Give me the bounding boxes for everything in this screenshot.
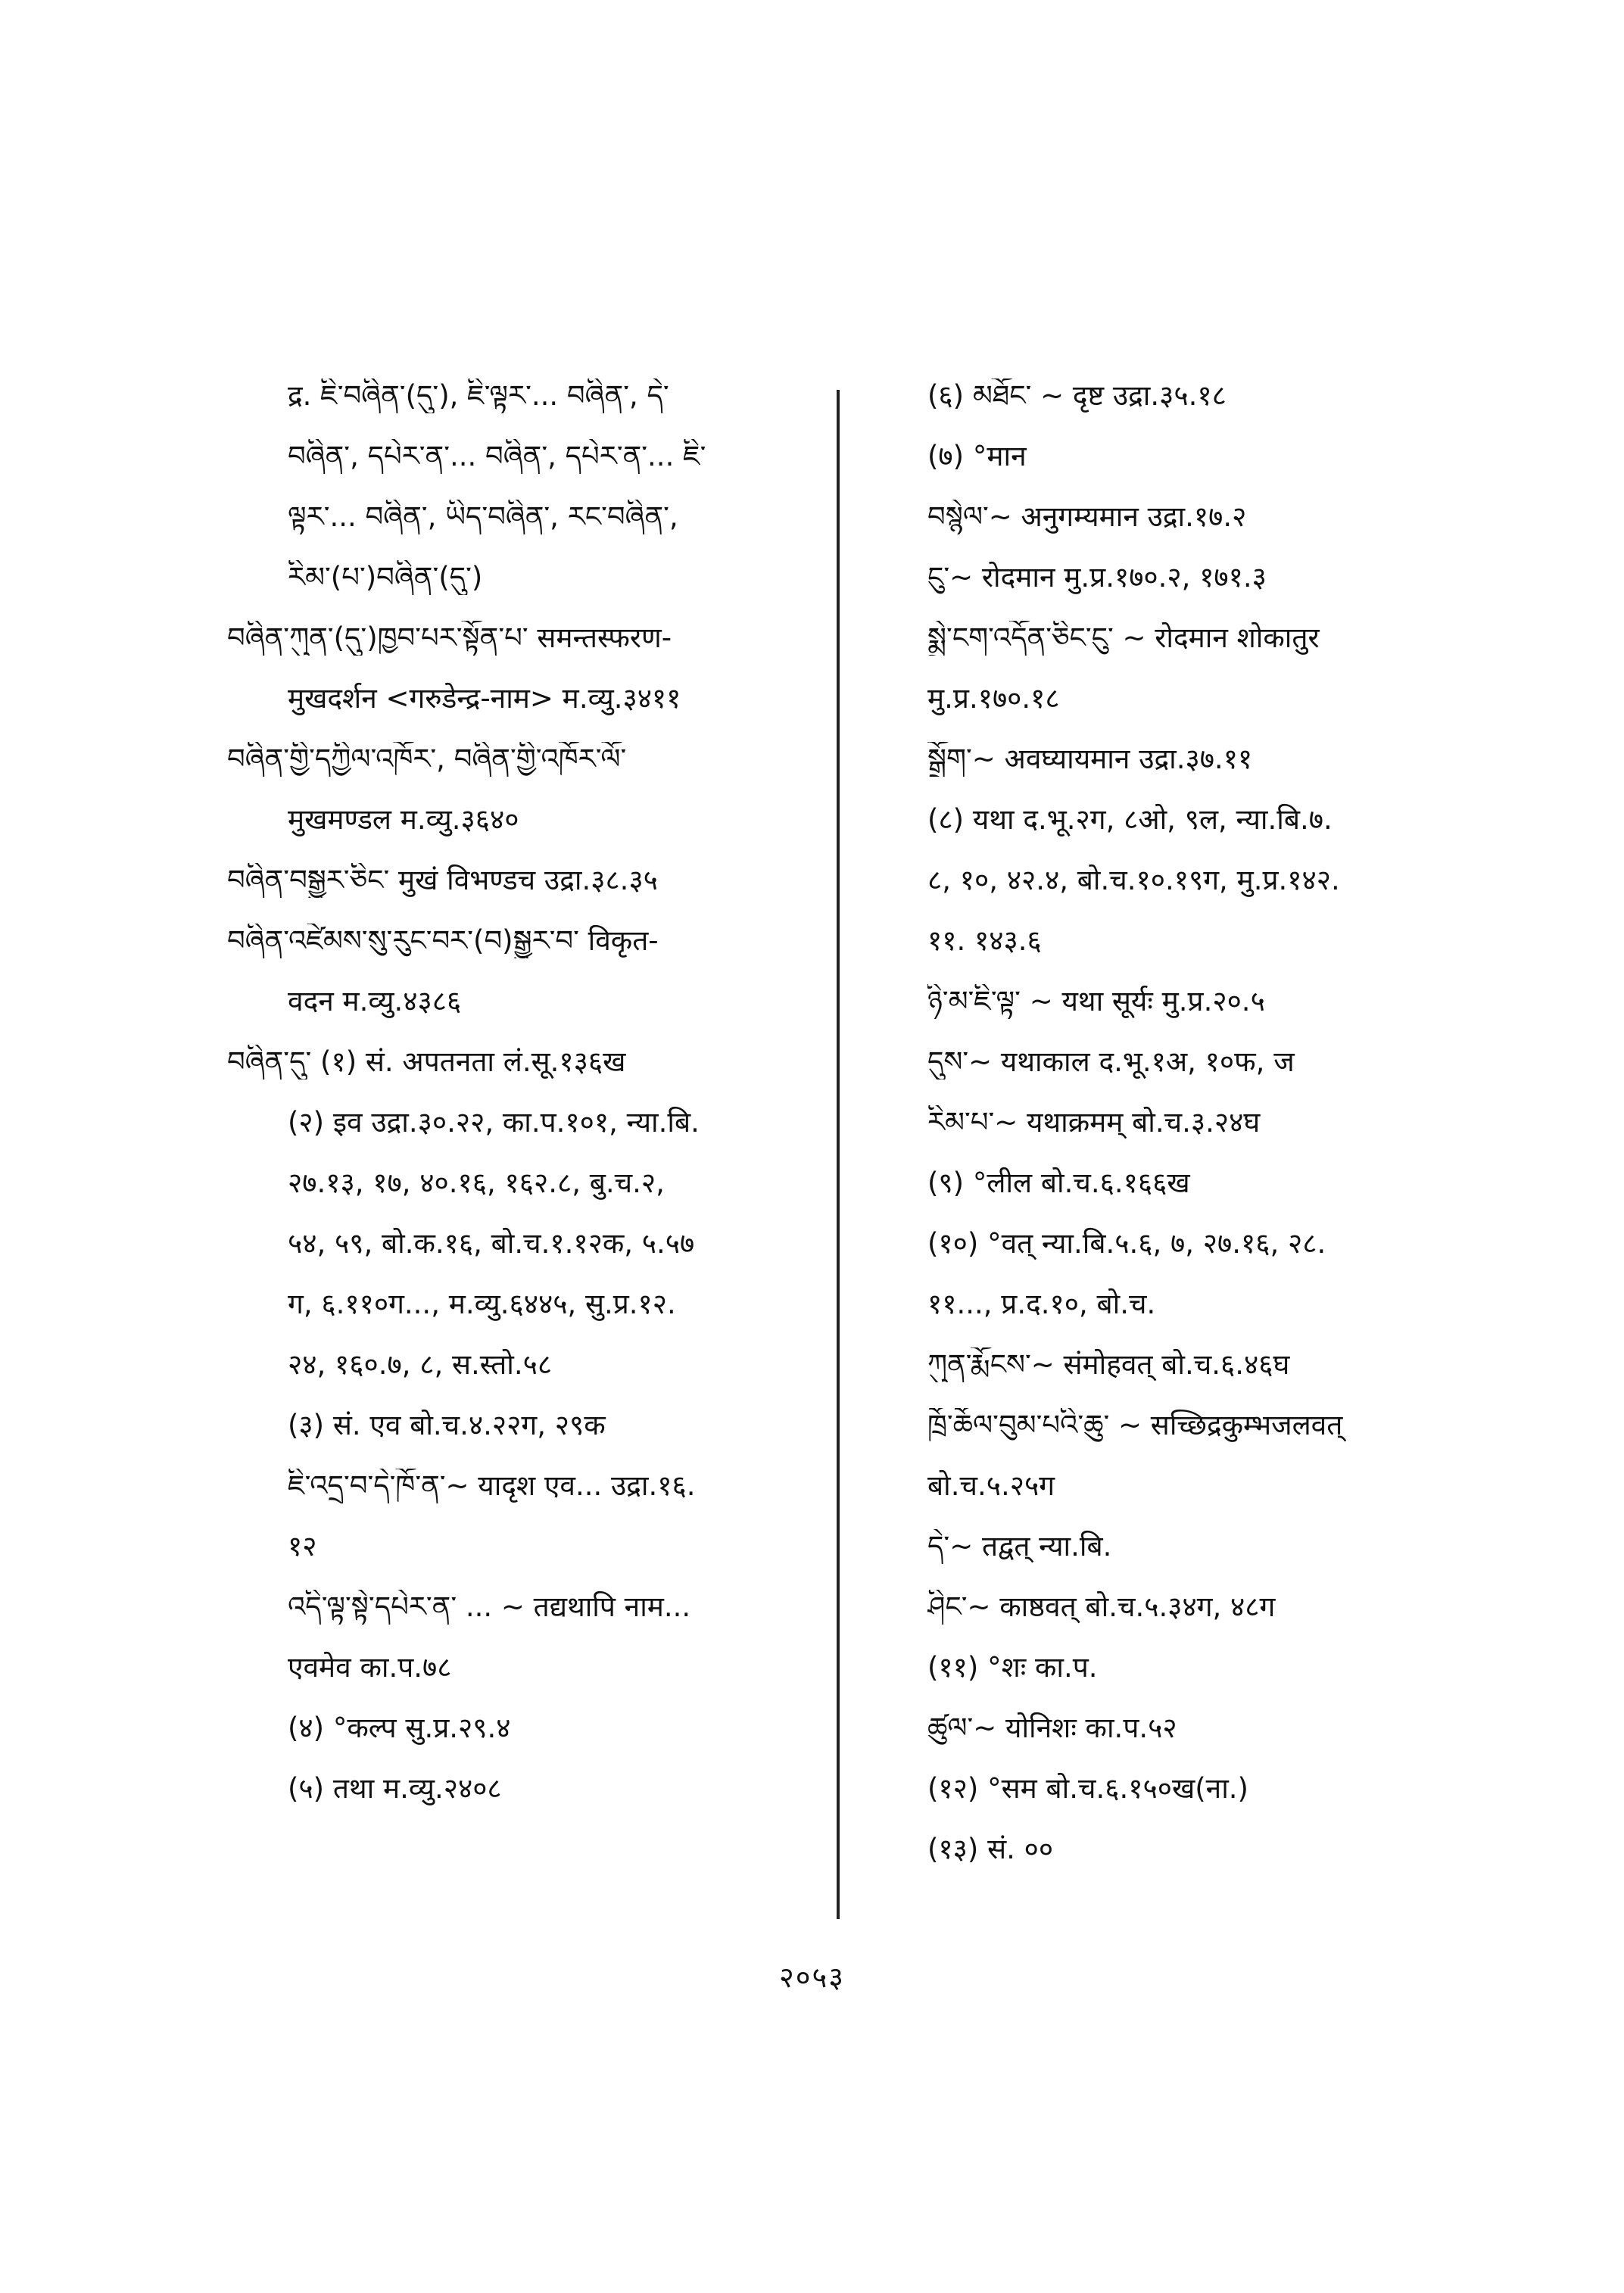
- dictionary-line: १२: [288, 1530, 317, 1562]
- dictionary-line: ཀུན་རྨོངས་~ संमोहवत् बो.च.६.४६घ: [927, 1348, 1290, 1381]
- dictionary-line: དེ་~ तद्वत् न्या.बि.: [927, 1530, 1112, 1562]
- dictionary-line: मुखमण्डल म.व्यु.३६४०: [288, 803, 519, 836]
- column-divider: [837, 390, 840, 1919]
- dictionary-line: मुखदर्शन <गरुडेन्द्र-नाम> म.व्यु.३४११: [288, 682, 681, 715]
- dictionary-line: (७) °मान: [927, 440, 1027, 472]
- dictionary-line: དུས་~ यथाकाल द.भू.१अ, १०फ, ज: [927, 1045, 1295, 1078]
- dictionary-line: བསྙེལ་~ अनुगम्यमान उद्रा.१७.२: [927, 500, 1247, 533]
- dictionary-line: मु.प्र.१७०.१८: [927, 682, 1060, 715]
- dictionary-line: བཞིན་འཛེམས་སུ་རུང་བར་(བ)སྒྱུར་བ་ विकृत-: [227, 924, 659, 957]
- dictionary-line: ११..., प्र.द.१०, बो.च.: [927, 1288, 1156, 1320]
- dictionary-line: २४, १६०.७, ८, स.स्तो.५८: [288, 1348, 553, 1381]
- dictionary-line: ལྟར་... བཞིན་, ཡིད་བཞིན་, རང་བཞིན་,: [288, 500, 678, 533]
- dictionary-line: རིམ་པ་~ यथाक्रमम् बो.च.३.२४घ: [927, 1106, 1261, 1139]
- dictionary-line: ग, ६.११०ग..., म.व्यु.६४४५, सु.प्र.१२.: [288, 1288, 676, 1320]
- dictionary-line: (४) °कल्प सु.प्र.२९.४: [288, 1712, 511, 1744]
- dictionary-line: ཉི་མ་ཇི་ལྟ་ ~ यथा सूर्यः मु.प्र.२०.५: [927, 985, 1265, 1017]
- dictionary-line: एवमेव का.प.७८: [288, 1651, 452, 1684]
- dictionary-line: बो.च.५.२५ग: [927, 1469, 1055, 1502]
- dictionary-line: བཞིན་གྱི་དཀྱིལ་འཁོར་, བཞིན་གྱི་འཁོར་ལོ་: [227, 743, 627, 775]
- dictionary-line: ५४, ५९, बो.क.१६, बो.च.१.१२क, ५.५७: [288, 1227, 695, 1260]
- dictionary-line: (१२) °सम बो.च.६.१५०ख(ना.): [927, 1772, 1248, 1805]
- dictionary-line: २७.१३, १७, ४०.१६, १६२.८, बु.च.२,: [288, 1167, 665, 1199]
- dictionary-line: བཞིན་, དཔེར་ན་... བཞིན་, དཔེར་ན་... ཇི་: [288, 440, 706, 472]
- dictionary-line: བཞིན་དུ་ (१) सं. अपतनता लं.सू.१३६ख: [227, 1045, 626, 1078]
- dictionary-line: ཇི་འདྲ་བ་དེ་ཁོ་ན་~ यादृश एव... उद्रा.१६.: [288, 1469, 696, 1502]
- dictionary-line: (२) इव उद्रा.३०.२२, का.प.१०१, न्या.बि.: [288, 1106, 700, 1139]
- dictionary-line: ཁྲོ་ཆོལ་བུམ་པའི་ཆུ་ ~ सच्छिद्रकुम्भजलवत्: [927, 1409, 1343, 1441]
- dictionary-line: द्र. ཇི་བཞིན་(དུ་), ཇི་ལྟར་... བཞིན་, དེ་: [288, 379, 669, 412]
- right-column: [927, 379, 1503, 1893]
- dictionary-line: (१३) सं. ००: [927, 1833, 1054, 1865]
- dictionary-line: རིམ་(པ་)བཞིན་(དུ་): [288, 561, 483, 594]
- left-column: [227, 379, 825, 1832]
- dictionary-line: བཞིན་བསྒྱུར་ཅིང་ मुखं विभण्डच उद्रा.३८.३५: [227, 864, 658, 896]
- dictionary-line: वदन म.व्यु.४३८६: [288, 985, 462, 1017]
- dictionary-line: ངུ་~ रोदमान मु.प्र.१७०.२, १७१.३: [927, 561, 1267, 594]
- dictionary-line: སྒྲོག་~ अवघ्यायमान उद्रा.३७.११: [927, 743, 1253, 775]
- dictionary-line: སྨྲེ་ངག་འདོན་ཅིང་ངུ་ ~ रोदमान शोकातुर: [927, 622, 1320, 654]
- dictionary-line: ११. १४३.६: [927, 924, 1042, 957]
- dictionary-line: (११) °शः का.प.: [927, 1651, 1098, 1684]
- dictionary-line: ८, १०, ४२.४, बो.च.१०.१९ग, मु.प्र.१४२.: [927, 864, 1340, 896]
- dictionary-line: བཞིན་ཀུན་(དུ་)ཁྱབ་པར་སྟོན་པ་ समन्तस्फरण-: [227, 622, 672, 654]
- dictionary-line: (५) तथा म.व्यु.२४०८: [288, 1772, 502, 1805]
- dictionary-line: (६) མཐོང་ ~ दृष्ट उद्रा.३५.१८: [927, 379, 1227, 412]
- dictionary-line: (९) °लील बो.च.६.१६६ख: [927, 1167, 1190, 1199]
- dictionary-line: (३) सं. एव बो.च.४.२२ग, २९क: [288, 1409, 606, 1441]
- page-number: २०५३: [778, 1961, 846, 1994]
- dictionary-line: ཚུལ་~ योनिशः का.प.५२: [927, 1712, 1177, 1744]
- dictionary-line: འདི་ལྟ་སྟེ་དཔེར་ན་ ... ~ तद्यथापि नाम...: [288, 1590, 691, 1623]
- dictionary-line: (१०) °वत् न्या.बि.५.६, ७, २७.१६, २८.: [927, 1227, 1326, 1260]
- dictionary-line: ཤིང་~ काष्ठवत् बो.च.५.३४ग, ४८ग: [927, 1590, 1276, 1623]
- dictionary-line: (८) यथा द.भू.२ग, ८ओ, ९ल, न्या.बि.७.: [927, 803, 1333, 836]
